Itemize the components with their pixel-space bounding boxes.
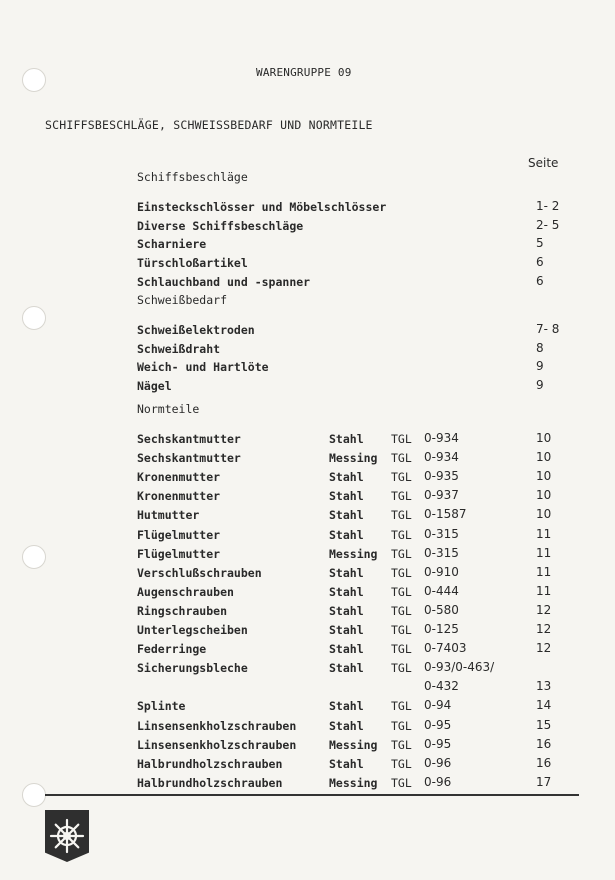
item-name: Ringschrauben: [137, 603, 228, 618]
item-material: Stahl: [329, 527, 364, 542]
item-name: Unterlegscheiben: [137, 623, 248, 637]
item-material: Stahl: [329, 642, 364, 657]
item-standard-prefix: TGL: [391, 470, 412, 485]
item-page-number: 6: [536, 273, 544, 288]
section-title: Normteile: [137, 402, 200, 416]
item-page-number: 15: [536, 717, 552, 732]
item-standard-prefix: TGL: [391, 775, 412, 790]
item-page-number: 11: [536, 526, 552, 541]
item-standard-prefix: TGL: [391, 623, 412, 637]
item-page-number: 9: [536, 378, 544, 393]
item-standard-number: 0-125: [424, 622, 459, 636]
item-page-number: 8: [536, 340, 544, 355]
item-name: Sicherungsbleche: [137, 661, 248, 676]
item-material: Messing: [329, 546, 378, 561]
item-standard-number: 0-94: [424, 698, 452, 713]
item-standard-number: 0-315: [424, 526, 459, 541]
item-standard-prefix: TGL: [391, 508, 412, 523]
item-standard-prefix: TGL: [391, 718, 412, 733]
punch-hole: [22, 783, 46, 807]
item-page-number: 11: [536, 564, 552, 579]
item-page-number: 11: [536, 545, 552, 560]
item-page-number: 6: [536, 255, 544, 270]
item-name: Diverse Schiffsbeschläge: [137, 218, 304, 233]
item-page-number: 11: [536, 583, 552, 598]
item-page-number: 10: [536, 431, 552, 445]
item-name: Sechskantmutter: [137, 432, 241, 446]
item-name: Augenschrauben: [137, 584, 234, 599]
item-standard-prefix: TGL: [391, 432, 412, 446]
item-standard-prefix: TGL: [391, 642, 412, 657]
item-page-number: 1- 2: [536, 199, 560, 213]
item-page-number: 9: [536, 359, 544, 374]
item-material: Stahl: [329, 508, 364, 523]
item-name: Verschlußschrauben: [137, 565, 262, 580]
item-material: Stahl: [329, 756, 364, 771]
item-page-number: 12: [536, 622, 552, 636]
page-title: SCHIFFSBESCHLÄGE, SCHWEISSBEDARF UND NORMTEILE: [45, 118, 373, 132]
item-standard-prefix: TGL: [391, 603, 412, 618]
item-material: Messing: [329, 775, 378, 790]
page-column-label: Seite: [528, 156, 559, 170]
item-standard-number: 0-95: [424, 717, 452, 732]
item-standard-number: 0-444: [424, 583, 459, 598]
item-standard-prefix: TGL: [391, 546, 412, 561]
item-standard-number: 0-96: [424, 774, 452, 789]
item-material: Stahl: [329, 661, 364, 676]
item-name: Schweißdraht: [137, 341, 221, 356]
item-standard-prefix: TGL: [391, 584, 412, 599]
item-name: Türschloßartikel: [137, 256, 248, 271]
item-standard-number: 0-432: [424, 679, 459, 694]
item-material: Messing: [329, 737, 378, 752]
item-standard-number: 0-1587: [424, 507, 467, 522]
item-standard-number: 0-95: [424, 736, 452, 751]
punch-hole: [22, 545, 46, 569]
item-name: Flügelmutter: [137, 527, 221, 542]
item-standard-number: 0-7403: [424, 641, 467, 656]
item-page-number: 5: [536, 236, 544, 251]
section-title: Schiffsbeschläge: [137, 170, 248, 184]
punch-hole: [22, 68, 46, 92]
item-material: Messing: [329, 451, 378, 466]
item-name: Hutmutter: [137, 508, 200, 523]
product-group-heading: WARENGRUPPE 09: [256, 66, 352, 79]
item-standard-number: 0-934: [424, 431, 459, 445]
item-page-number: 7- 8: [536, 322, 560, 336]
item-material: Stahl: [329, 565, 364, 580]
item-name: Nägel: [137, 379, 172, 394]
item-material: Stahl: [329, 470, 364, 485]
item-page-number: 2- 5: [536, 217, 560, 232]
item-page-number: 17: [536, 774, 552, 789]
item-material: Stahl: [329, 432, 364, 446]
item-name: Linsensenkholzschrauben: [137, 718, 297, 733]
item-material: Stahl: [329, 699, 364, 714]
item-page-number: 12: [536, 602, 552, 617]
item-page-number: 10: [536, 488, 552, 503]
item-name: Schweißelektroden: [137, 323, 255, 337]
item-standard-number: 0-315: [424, 545, 459, 560]
item-standard-prefix: TGL: [391, 699, 412, 714]
item-name: Kronenmutter: [137, 489, 221, 504]
item-name: Schlauchband und -spanner: [137, 274, 311, 289]
item-page-number: 10: [536, 507, 552, 522]
item-name: Linsensenkholzschrauben: [137, 737, 297, 752]
item-standard-prefix: TGL: [391, 565, 412, 580]
item-standard-number: 0-937: [424, 488, 459, 503]
item-name: Scharniere: [137, 237, 207, 252]
item-standard-number: 0-96: [424, 755, 452, 770]
item-page-number: 10: [536, 469, 552, 484]
item-name: Sechskantmutter: [137, 451, 241, 466]
item-name: Halbrundholzschrauben: [137, 756, 283, 771]
item-standard-prefix: TGL: [391, 489, 412, 504]
item-name: Federringe: [137, 642, 207, 657]
item-material: Stahl: [329, 718, 364, 733]
item-name: Einsteckschlösser und Möbelschlösser: [137, 200, 387, 214]
item-page-number: 14: [536, 698, 552, 713]
item-name: Kronenmutter: [137, 470, 221, 485]
item-name: Flügelmutter: [137, 546, 221, 561]
item-page-number: 12: [536, 641, 552, 656]
item-standard-number: 0-93/0-463/: [424, 660, 495, 675]
item-page-number: 10: [536, 450, 552, 465]
item-standard-prefix: TGL: [391, 661, 412, 676]
section-title: Schweißbedarf: [137, 293, 228, 307]
item-material: Stahl: [329, 603, 364, 618]
item-standard-number: 0-910: [424, 564, 459, 579]
item-standard-number: 0-580: [424, 602, 459, 617]
item-page-number: 16: [536, 736, 552, 751]
item-standard-prefix: TGL: [391, 737, 412, 752]
item-material: Stahl: [329, 584, 364, 599]
item-name: Weich- und Hartlöte: [137, 360, 269, 375]
item-standard-prefix: TGL: [391, 527, 412, 542]
item-page-number: 16: [536, 755, 552, 770]
item-standard-prefix: TGL: [391, 451, 412, 466]
ship-wheel-icon: [49, 818, 85, 854]
item-material: Stahl: [329, 489, 364, 504]
item-name: Halbrundholzschrauben: [137, 775, 283, 790]
punch-hole: [22, 306, 46, 330]
item-standard-number: 0-934: [424, 450, 459, 465]
item-page-number: 13: [536, 679, 552, 694]
item-standard-number: 0-935: [424, 469, 459, 484]
item-standard-prefix: TGL: [391, 756, 412, 771]
footer-rule: [45, 794, 579, 796]
item-material: Stahl: [329, 623, 364, 637]
item-name: Splinte: [137, 699, 186, 714]
